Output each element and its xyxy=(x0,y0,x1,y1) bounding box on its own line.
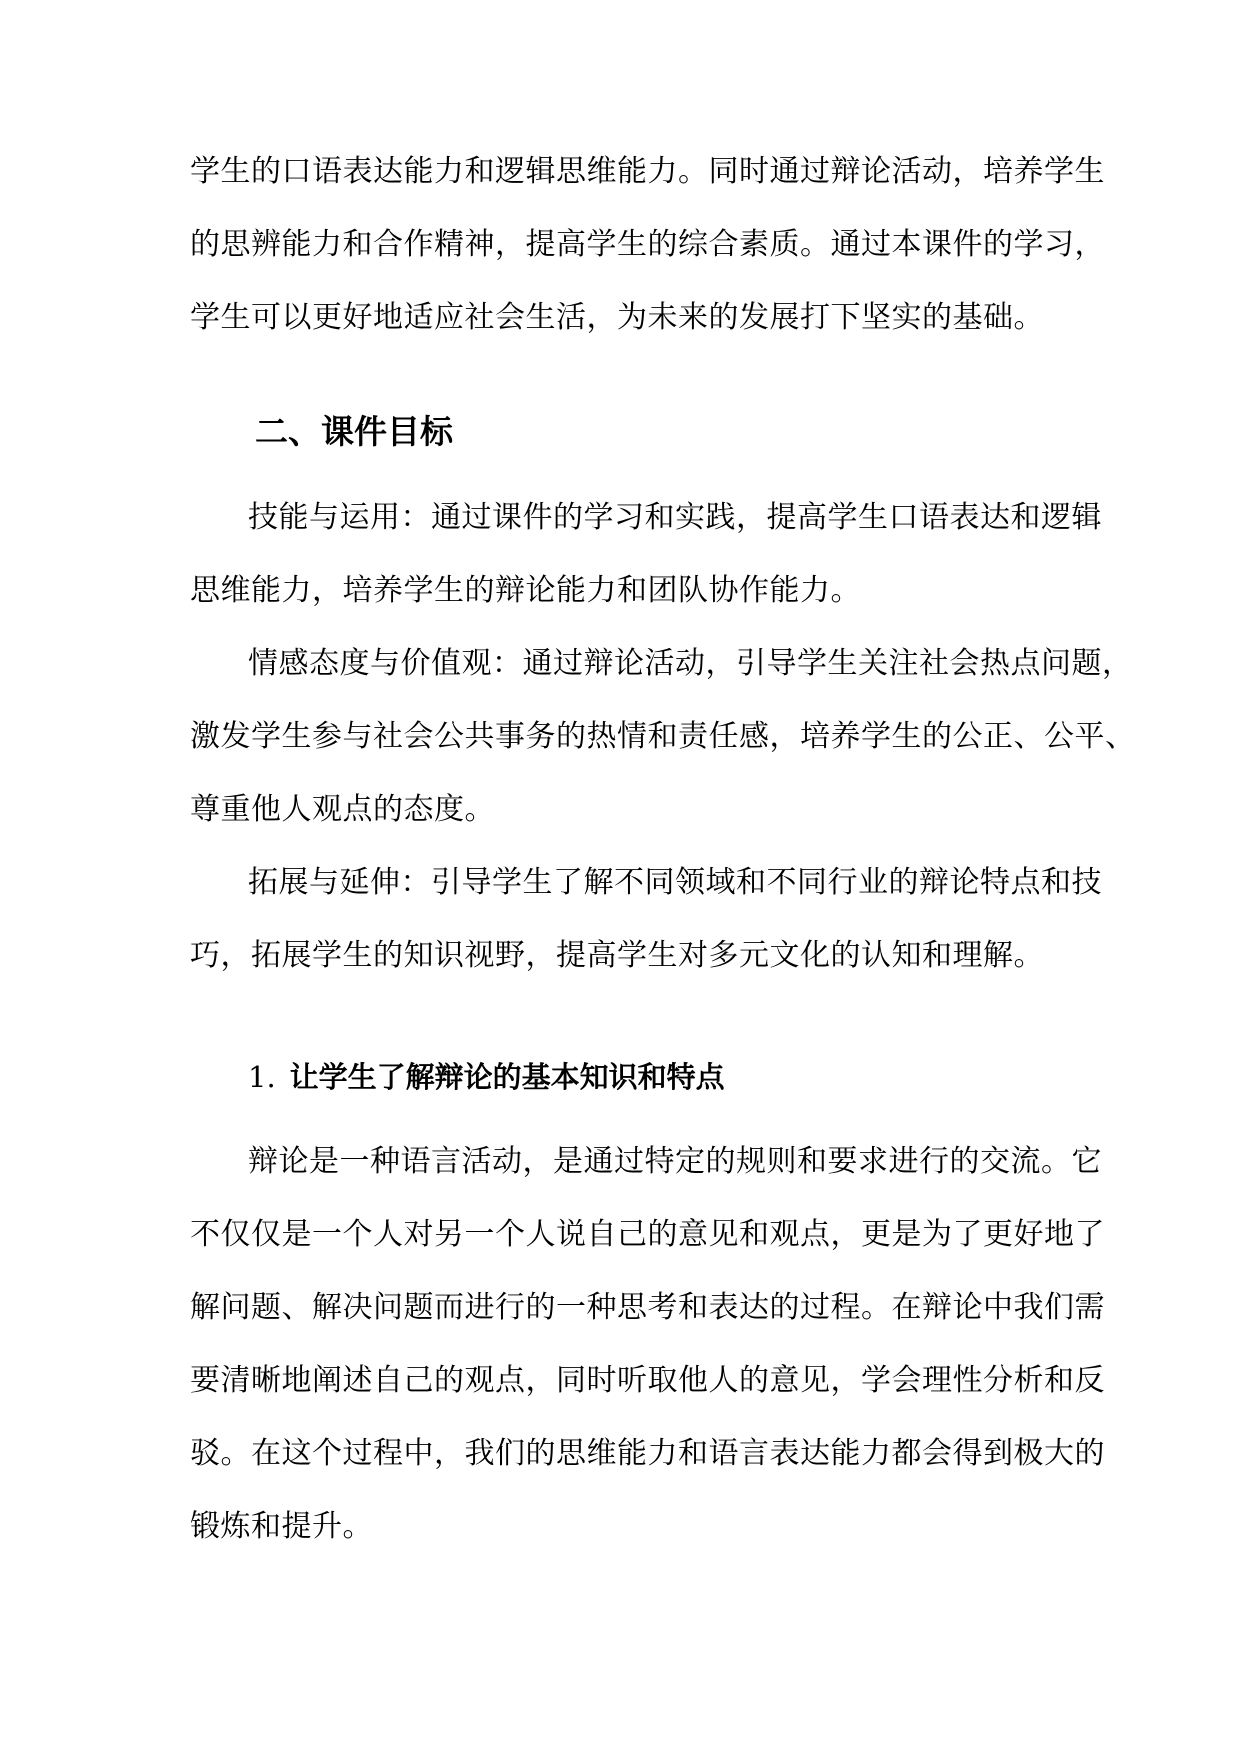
section-heading: 二、课件目标 xyxy=(255,412,453,451)
values-paragraph-line: 尊重他人观点的态度。 xyxy=(190,792,495,827)
debate-paragraph-line: 辩论是一种语言活动，是通过特定的规则和要求进行的交流。它 xyxy=(248,1144,1102,1179)
extension-paragraph-line: 巧，拓展学生的知识视野，提高学生对多元文化的认知和理解。 xyxy=(190,938,1044,973)
debate-paragraph-line: 不仅仅是一个人对另一个人说自己的意见和观点，更是为了更好地了 xyxy=(190,1217,1105,1252)
skills-paragraph-line: 技能与运用：通过课件的学习和实践，提高学生口语表达和逻辑 xyxy=(248,500,1102,535)
extension-paragraph-line: 拓展与延伸：引导学生了解不同领域和不同行业的辩论特点和技 xyxy=(248,865,1102,900)
debate-paragraph-line: 要清晰地阐述自己的观点，同时听取他人的意见，学会理性分析和反 xyxy=(190,1363,1105,1398)
subsection-title: 让学生了解辩论的基本知识和特点 xyxy=(289,1060,725,1094)
skills-paragraph-line: 思维能力，培养学生的辩论能力和团队协作能力。 xyxy=(190,573,861,608)
debate-paragraph-line: 锻炼和提升。 xyxy=(190,1509,373,1544)
subsection-heading xyxy=(248,1057,725,1097)
intro-line: 学生可以更好地适应社会生活，为未来的发展打下坚实的基础。 xyxy=(190,300,1044,335)
values-paragraph-line: 情感态度与价值观：通过辩论活动，引导学生关注社会热点问题， xyxy=(248,646,1133,681)
debate-paragraph-line: 解问题、解决问题而进行的一种思考和表达的过程。在辩论中我们需 xyxy=(190,1290,1105,1325)
debate-paragraph-line: 驳。在这个过程中，我们的思维能力和语言表达能力都会得到极大的 xyxy=(190,1436,1105,1471)
values-paragraph-line: 激发学生参与社会公共事务的热情和责任感，培养学生的公正、公平、 xyxy=(190,719,1136,754)
intro-line: 的思辨能力和合作精神，提高学生的综合素质。通过本课件的学习， xyxy=(190,227,1105,262)
intro-line: 学生的口语表达能力和逻辑思维能力。同时通过辩论活动，培养学生 xyxy=(190,154,1105,189)
subsection-number: 1. xyxy=(248,1060,276,1094)
